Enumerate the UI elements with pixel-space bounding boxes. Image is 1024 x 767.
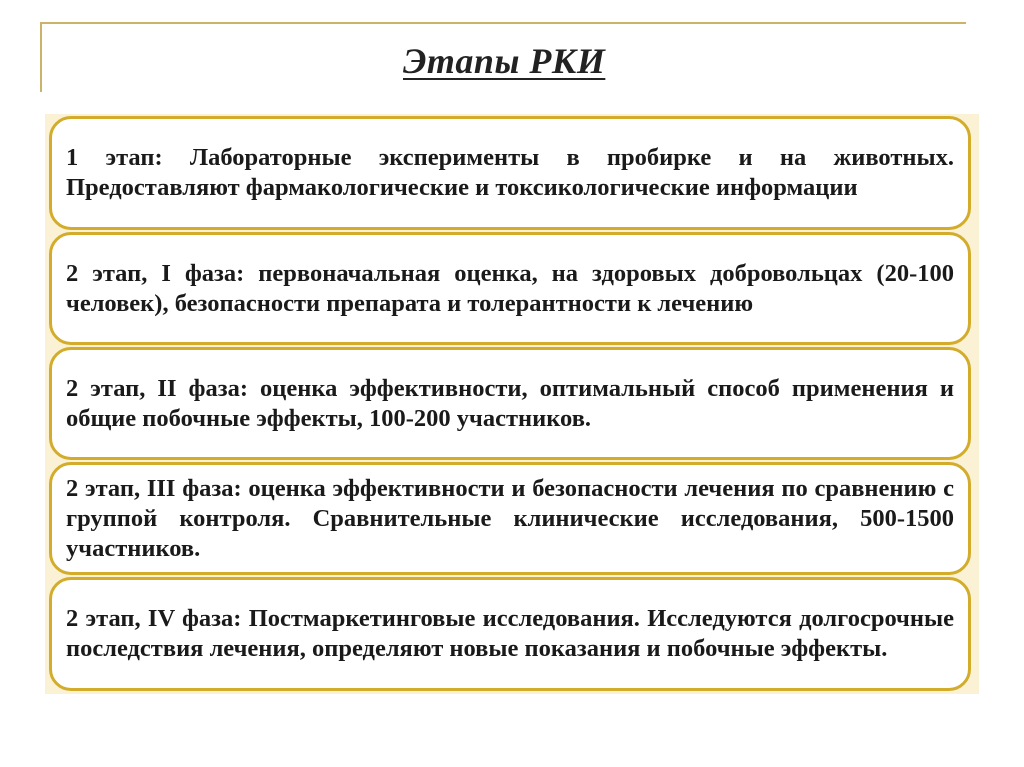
- stage-card-4: [49, 462, 971, 575]
- stage-card-5: [49, 577, 971, 691]
- frame-top-line: [40, 22, 966, 24]
- stage-text-5: 2 этап, IV фаза: Постмаркетинговые исследования. Исследуются долгосрочные последствия лечения, определяют новые показания и побочные эффекты.: [66, 605, 954, 662]
- stage-card-3: [49, 347, 971, 460]
- stage-card-1: [49, 116, 971, 230]
- stage-text-4: 2 этап, III фаза: оценка эффективности и безопасности лечения по сравнению с группой контроля. Сравнительные клинические исследования, 500-1500 участников.: [66, 474, 954, 562]
- stage-text-3: 2 этап, II фаза: оценка эффективности, оптимальный способ применения и общие побочные эффекты, 100-200 участников.: [66, 374, 954, 432]
- frame-left-line: [40, 22, 42, 92]
- page-title: Этапы РКИ: [403, 41, 606, 81]
- stage-card-2: [49, 232, 971, 345]
- stage-text-2: 2 этап, I фаза: первоначальная оценка, на здоровых добровольцах (20-100 человек), безопасности препарата и толерантности к лечению: [66, 259, 954, 317]
- stage-text-1: 1 этап: Лабораторные эксперименты в пробирке и на животных. Предоставляют фармакологические и токсикологические информации: [66, 144, 954, 201]
